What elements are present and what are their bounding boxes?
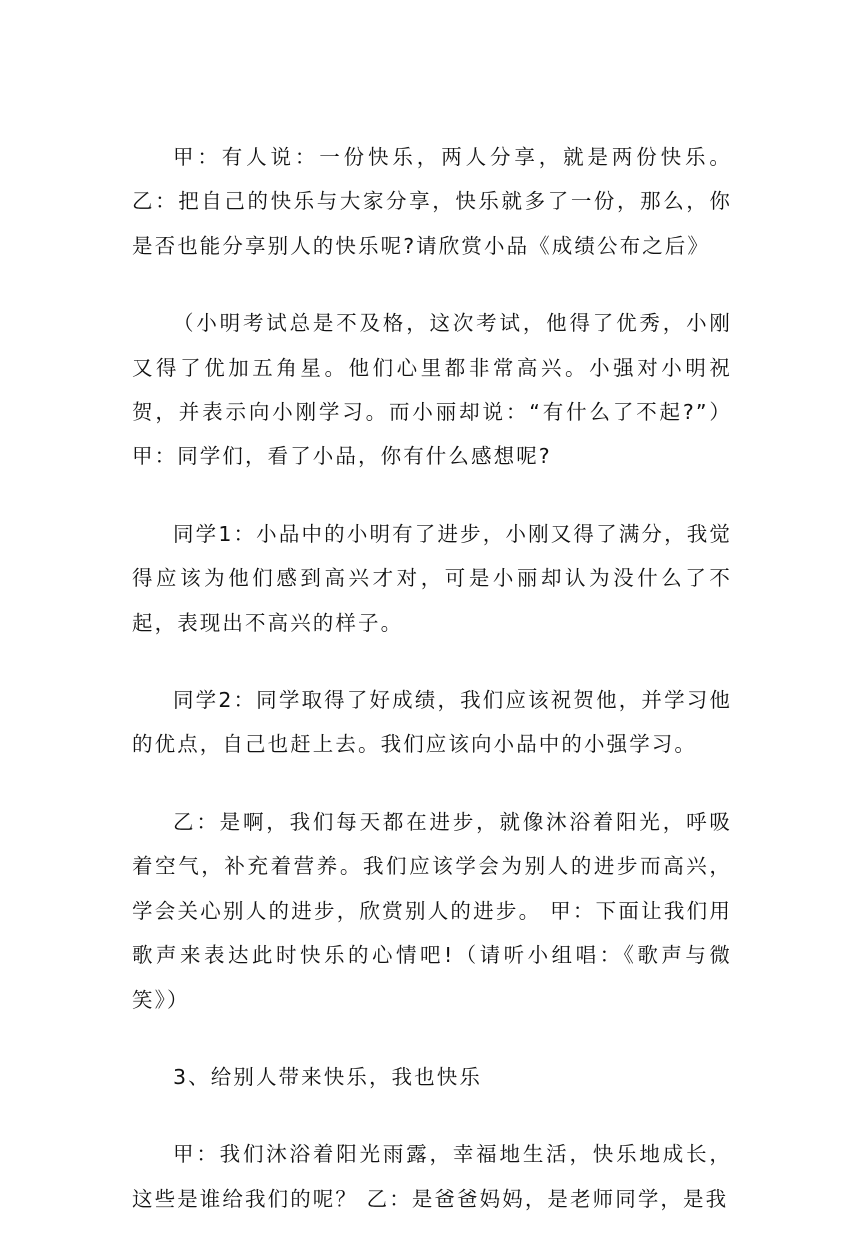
paragraph-student-2: 同学2：同学取得了好成绩，我们应该祝贺他，并学习他的优点，自己也赶上去。我们应该向小品中的小强学习。 xyxy=(132,688,732,757)
section-heading-3: 3、给别人带来快乐，我也快乐 xyxy=(173,1064,482,1089)
paragraph-sunshine-growth: 甲：我们沐浴着阳光雨露，幸福地生活，快乐地成长，这些是谁给我们的呢？ 乙：是爸爸妈妈，是老师同学，是我 xyxy=(132,1142,732,1211)
paragraph-student-1: 同学1：小品中的小明有了进步，小刚又得了满分，我觉得应该为他们感到高兴才对，可是小丽却认为没什么了不起，表现出不高兴的样子。 xyxy=(132,521,732,635)
document-body xyxy=(132,135,732,1254)
paragraph-skit-description: （小明考试总是不及格，这次考试，他得了优秀，小刚又得了优加五角星。他们心里都非常高兴。小强对小明祝贺，并表示向小刚学习。而小丽却说：“有什么了不起?”） 甲：同学们，看了小品，你有什么感想呢? xyxy=(132,311,732,469)
paragraph-sharing-happiness: 甲：有人说：一份快乐，两人分享，就是两份快乐。 乙：把自己的快乐与大家分享，快乐就多了一份，那么，你是否也能分享别人的快乐呢?请欣赏小品《成绩公布之后》 xyxy=(132,145,732,258)
paragraph-progress-song: 乙：是啊，我们每天都在进步，就像沐浴着阳光，呼吸着空气，补充着营养。我们应该学会为别人的进步而高兴，学会关心别人的进步，欣赏别人的进步。 甲：下面让我们用歌声来表达此时快乐的心情吧!（请听小组唱：《歌声与微笑》） xyxy=(132,809,732,1012)
